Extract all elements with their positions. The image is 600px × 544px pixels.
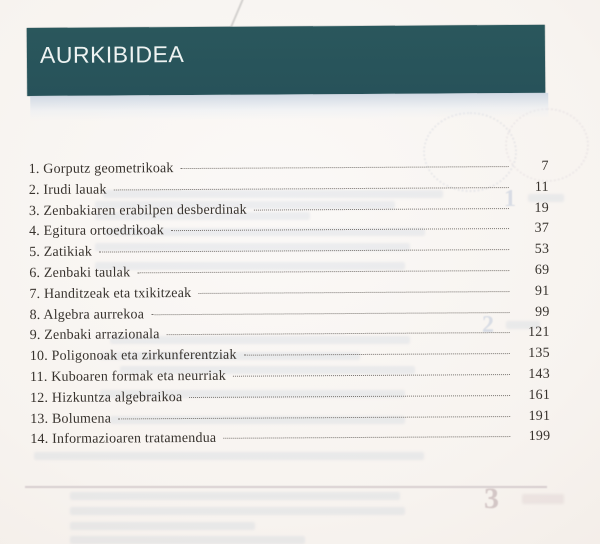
dot-leader xyxy=(233,374,510,377)
ghost-chapter-number: 2 xyxy=(482,312,494,338)
toc-entry-page: 91 xyxy=(534,283,550,299)
toc-entry-page: 191 xyxy=(528,408,551,424)
toc-entry-page: 37 xyxy=(534,221,550,237)
banner-shadow xyxy=(30,93,548,121)
toc-entry-page: 69 xyxy=(534,262,550,278)
toc-entry-label: 8. Algebra aurrekoa xyxy=(29,306,145,323)
dot-leader xyxy=(137,270,509,273)
toc-entry-page: 135 xyxy=(528,345,550,362)
dot-leader xyxy=(99,249,509,253)
dot-leader xyxy=(114,187,509,190)
dot-leader xyxy=(189,395,510,398)
toc-entry-label: 7. Handitzeak eta txikitzeak xyxy=(29,285,192,302)
toc-entry-label: 1. Gorputz geometrikoak xyxy=(28,161,174,177)
toc-entry-page: 19 xyxy=(534,200,549,216)
toc-entry-page: 53 xyxy=(534,242,550,258)
toc-entry-label: 6. Zenbaki taulak xyxy=(29,265,131,281)
toc-entry-label: 11. Kuboaren formak eta neurriak xyxy=(29,368,226,385)
dot-leader xyxy=(181,166,509,169)
toc-entry-page: 161 xyxy=(528,387,551,403)
dot-leader xyxy=(223,436,510,439)
toc-entry-page: 7 xyxy=(541,158,549,174)
toc-entry-page: 143 xyxy=(528,366,550,382)
dot-leader xyxy=(244,353,510,356)
toc-entry-label: 2. Irudi lauak xyxy=(28,182,107,198)
ghost-chapter-number: 1 xyxy=(504,186,516,212)
toc-entry-page: 99 xyxy=(535,304,550,320)
toc-entry-label: 3. Zenbakiaren erabilpen desberdinak xyxy=(28,202,247,219)
toc-entry-page: 199 xyxy=(528,429,551,445)
toc-list xyxy=(29,159,551,453)
toc-entry-label: 5. Zatikiak xyxy=(29,244,93,261)
dot-leader xyxy=(118,416,510,419)
page-title-banner xyxy=(27,25,545,96)
toc-entry-page: 11 xyxy=(534,179,549,195)
toc-entry xyxy=(30,429,550,453)
toc-entry-label: 9. Zenbaki arrazionala xyxy=(29,327,160,344)
toc-entry-label: 13. Bolumena xyxy=(30,411,112,427)
dot-leader xyxy=(198,291,509,294)
dot-leader xyxy=(151,312,509,315)
dot-leader xyxy=(254,208,509,211)
ghost-chapter-number: 3 xyxy=(484,482,499,515)
toc-entry-label: 4. Egitura ortoedrikoak xyxy=(29,223,164,240)
toc-entry-label: 14. Informazioaren tratamendua xyxy=(30,431,217,448)
toc-entry-page: 121 xyxy=(528,325,550,341)
toc-entry-label: 12. Hizkuntza algebraikoa xyxy=(30,389,183,406)
page-title: AURKIBIDEA xyxy=(39,40,185,68)
toc-entry-label: 10. Poligonoak eta zirkunferentziak xyxy=(29,347,237,365)
dot-leader xyxy=(167,332,510,335)
dot-leader xyxy=(171,228,509,231)
